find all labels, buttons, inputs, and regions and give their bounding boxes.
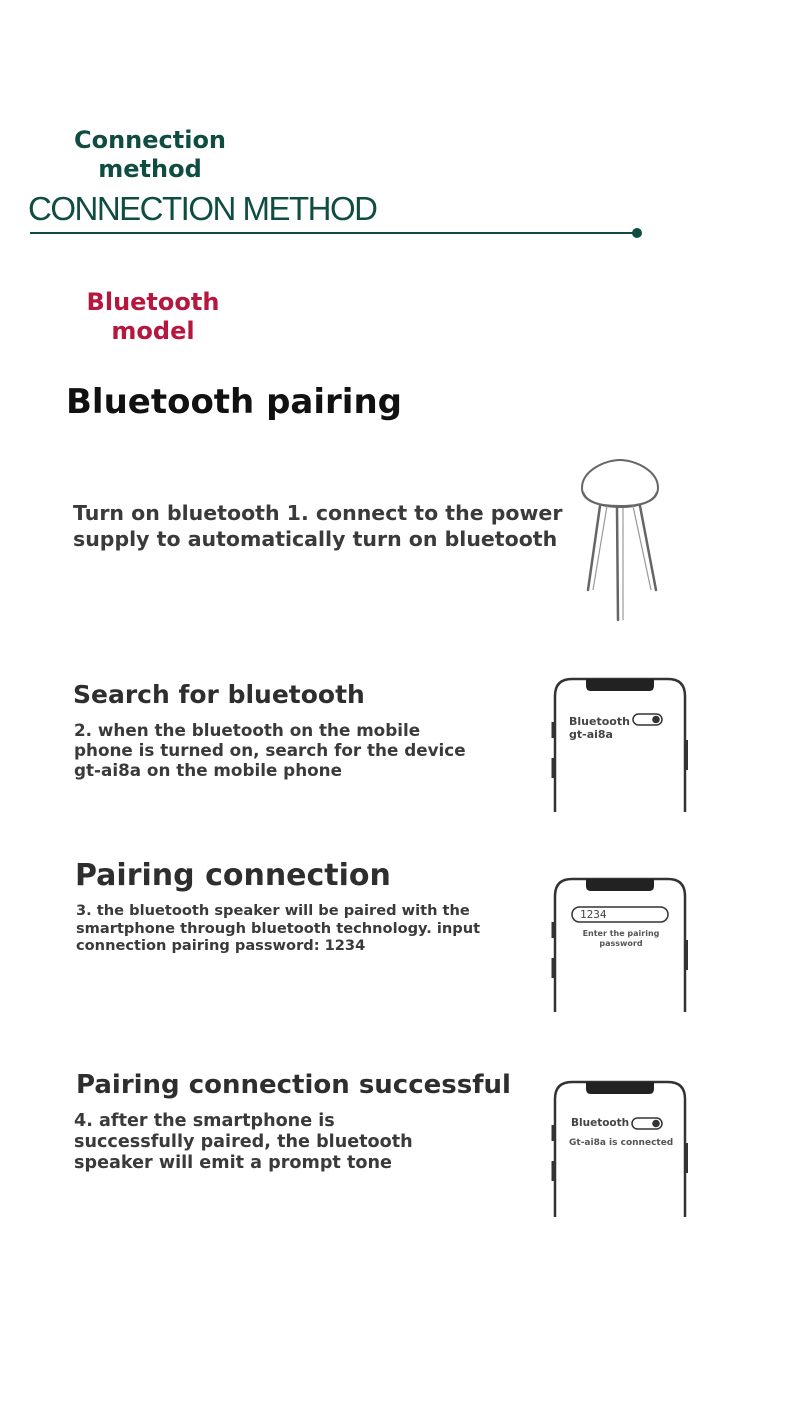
step4-title: Pairing connection successful (76, 1070, 511, 1100)
step4-line: successfully paired, the bluetooth (74, 1132, 413, 1152)
step2-title: Search for bluetooth (73, 680, 365, 709)
model-label-line2: model (111, 317, 195, 345)
step2-line: 2. when the bluetooth on the mobile (74, 720, 421, 740)
pairing-prompt-line2: password (599, 939, 643, 948)
header-title-line1: Connection (73, 126, 227, 154)
connection-status: Gt-ai8a is connected (569, 1138, 674, 1148)
step1-description (73, 500, 562, 552)
pairing-password-input: 1234 (580, 908, 607, 921)
step3-title: Pairing connection (75, 858, 391, 893)
step2-line: gt-ai8a on the mobile phone (74, 760, 343, 780)
page-title: Bluetooth pairing (66, 382, 402, 422)
step1-line: Turn on bluetooth 1. connect to the power (73, 501, 563, 525)
model-label-line1: Bluetooth (86, 288, 220, 316)
step2-description (74, 720, 466, 780)
phone-icon (550, 676, 690, 814)
header-title-line2: method (98, 155, 202, 183)
step3-line: connection pairing password: 1234 (76, 937, 366, 954)
step1-line: supply to automatically turn on bluetooth (73, 527, 558, 551)
phone-setting-label: Bluetooth (569, 715, 630, 728)
step3-description (76, 902, 480, 955)
phone-bluetooth-label (569, 715, 630, 741)
speaker-stand-icon (576, 456, 666, 626)
phone-icon (550, 1079, 690, 1219)
pairing-prompt (572, 929, 670, 949)
phone-setting-label: Bluetooth (571, 1117, 630, 1129)
step2-line: phone is turned on, search for the device (74, 740, 466, 760)
step3-line: smartphone through bluetooth technology. input (76, 919, 481, 937)
step3-line: 3. the bluetooth speaker will be paired with the (76, 902, 470, 919)
model-label (66, 288, 240, 346)
phone-device-name: gt-ai8a (569, 728, 613, 741)
header-divider (30, 232, 636, 234)
pairing-prompt-line1: Enter the pairing (582, 929, 660, 938)
step4-description (74, 1111, 413, 1174)
header-subtitle: CONNECTION METHOD (28, 190, 377, 227)
header-divider-dot (632, 228, 642, 238)
header-title (40, 126, 260, 184)
step4-line: 4. after the smartphone is (74, 1111, 335, 1131)
step4-line: speaker will emit a prompt tone (74, 1153, 392, 1173)
